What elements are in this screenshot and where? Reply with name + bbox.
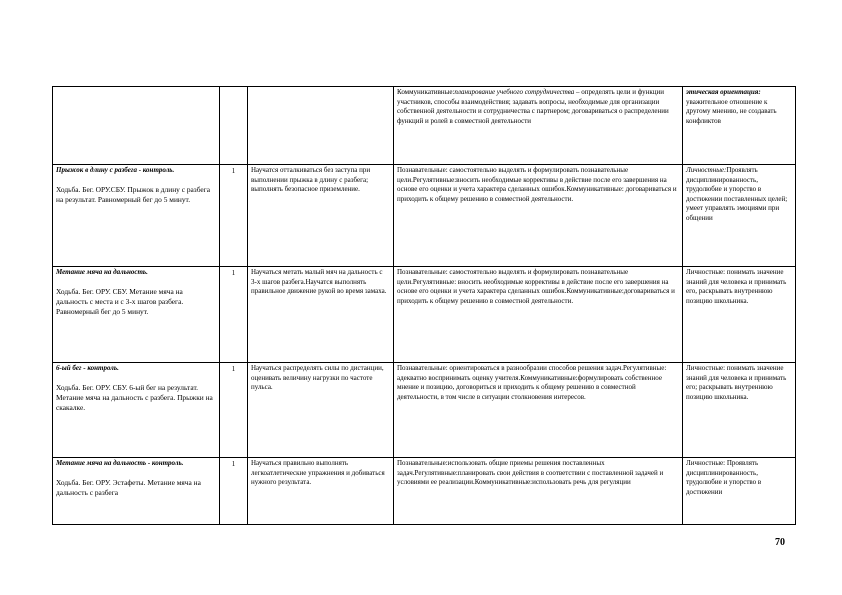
subject-outcome-cell: Научаться распределять силы по дистанции, оценивать величину нагрузки по частоте пульса. — [248, 363, 394, 458]
personal-cell: Личностные: понимать значение знаний для человека и принимать его, раскрывать внутреннюю позицию школьника. — [683, 267, 796, 363]
lesson-title: Метание мяча на дальность. — [56, 268, 148, 276]
table-row — [53, 165, 796, 267]
personal-cell: Личностные: понимать значение знаний для человека и принимать его; раскрывать внутреннюю позицию школьника. — [683, 363, 796, 458]
meta-italic: планирование учебного сотрудничества – — [454, 88, 580, 96]
metasubject-cell: Познавательные: ориентироваться в разнообразии способов решения задач.Регулятивные: адекватно воспринимать оценку учителя.Коммуникативные:формулировать собственное мнение и позицию, договориться и приходить к общему решению в совместной деятельности, в том числе в ситуации столкновения интересов. — [394, 363, 683, 458]
lesson-title: 6-ый бег - контроль. — [56, 364, 119, 372]
lesson-topic-cell — [53, 165, 220, 267]
page-number: 70 — [775, 537, 785, 548]
meta-text: определять цели и функции участников, способы взаимодействия; задавать вопросы, необходимые для организации собственной деятельности и сотрудничества с партнером; договариваться о распределении функций и ролей в совместной деятельности — [397, 88, 669, 125]
lesson-topic-cell — [53, 458, 220, 525]
personal-text: Проявлять дисциплинированность, трудолюбие и упорство в достижении поставленных целей; умеет управлять эмоциями при общении — [686, 166, 788, 222]
hours-cell: 1 — [220, 458, 248, 525]
lesson-plan-table — [52, 86, 796, 525]
lesson-description: Ходьба. Бег. ОРУ. СБУ. Метание мяча на дальность с места и с 3-х шагов разбега. Равномерный бег до 5 минут. — [56, 286, 184, 317]
table-row — [53, 267, 796, 363]
subject-outcome-cell: Научаться метать малый мяч на дальность с 3-х шагов разбега.Научатся выполнять правильное движение рукой во время замаха. — [248, 267, 394, 363]
table-row — [53, 87, 796, 165]
metasubject-cell — [394, 87, 683, 165]
lesson-topic-cell — [53, 363, 220, 458]
lesson-title: Прыжок в длину с разбега - контроль. — [56, 166, 175, 174]
subject-outcome-cell: Научатся отталкиваться без заступа при выполнении прыжка в длину с разбега; выполнять безопасное приземление. — [248, 165, 394, 267]
personal-cell — [683, 87, 796, 165]
personal-label: этическая ориентация: — [686, 88, 761, 96]
personal-label: Личностные: — [686, 166, 727, 174]
lesson-description: Ходьба. Бег. ОРУ. СБУ. 6-ый бег на результат. Метание мяча на дальность с разбега. Прыжки на скакалке. — [56, 382, 213, 413]
personal-text: уважительное отношение к другому мнению, не создавать конфликтов — [686, 97, 777, 125]
table-row — [53, 458, 796, 525]
meta-label: Коммуникативные: — [397, 88, 455, 96]
lesson-topic-cell — [53, 267, 220, 363]
hours-cell: 1 — [220, 363, 248, 458]
lesson-topic-cell — [53, 87, 220, 165]
hours-cell — [220, 87, 248, 165]
metasubject-cell: Познавательные:использовать общие приемы решения поставленных задач.Регулятивные:планировать свои действия в соответствии с поставленной задачей и условиями ее реализации.Коммуникативные:использовать речь для регуляции — [394, 458, 683, 525]
subject-outcome-cell: Научаться правильно выполнять легкоатлетические упражнения и добиваться нужного результата. — [248, 458, 394, 525]
hours-cell: 1 — [220, 165, 248, 267]
hours-cell: 1 — [220, 267, 248, 363]
subject-outcome-cell — [248, 87, 394, 165]
lesson-description: Ходьба. Бег. ОРУ. Эстафеты. Метание мяча на дальность с разбега — [56, 477, 201, 497]
personal-cell — [683, 165, 796, 267]
table-row — [53, 363, 796, 458]
lesson-title: Метание мяча на дальность - контроль. — [56, 459, 184, 467]
metasubject-cell: Познавательные: самостоятельно выделять и формулировать познавательные цели.Регулятивные: вносить необходимые коррективы в действие после его завершения на основе его оценки и учета характера сделанных ошибок.Коммуникативные:договариваться и приходить к общему решению в совместной деятельности. — [394, 267, 683, 363]
metasubject-cell: Познавательные: самостоятельно выделять и формулировать познавательные цели.Регулятивные:вносить необходимые коррективы в действие после его завершения на основе его оценки и учета характера сделанных ошибок.Коммуникативные: договариваться и приходить к общему решению в совместной деятельности. — [394, 165, 683, 267]
lesson-description: Ходьба. Бег. ОРУ.СБУ. Прыжок в длину с разбега на результат. Равномерный бег до 5 минут. — [56, 184, 210, 204]
personal-cell: Личностные: Проявлять дисциплинированность, трудолюбие и упорство в достижении — [683, 458, 796, 525]
